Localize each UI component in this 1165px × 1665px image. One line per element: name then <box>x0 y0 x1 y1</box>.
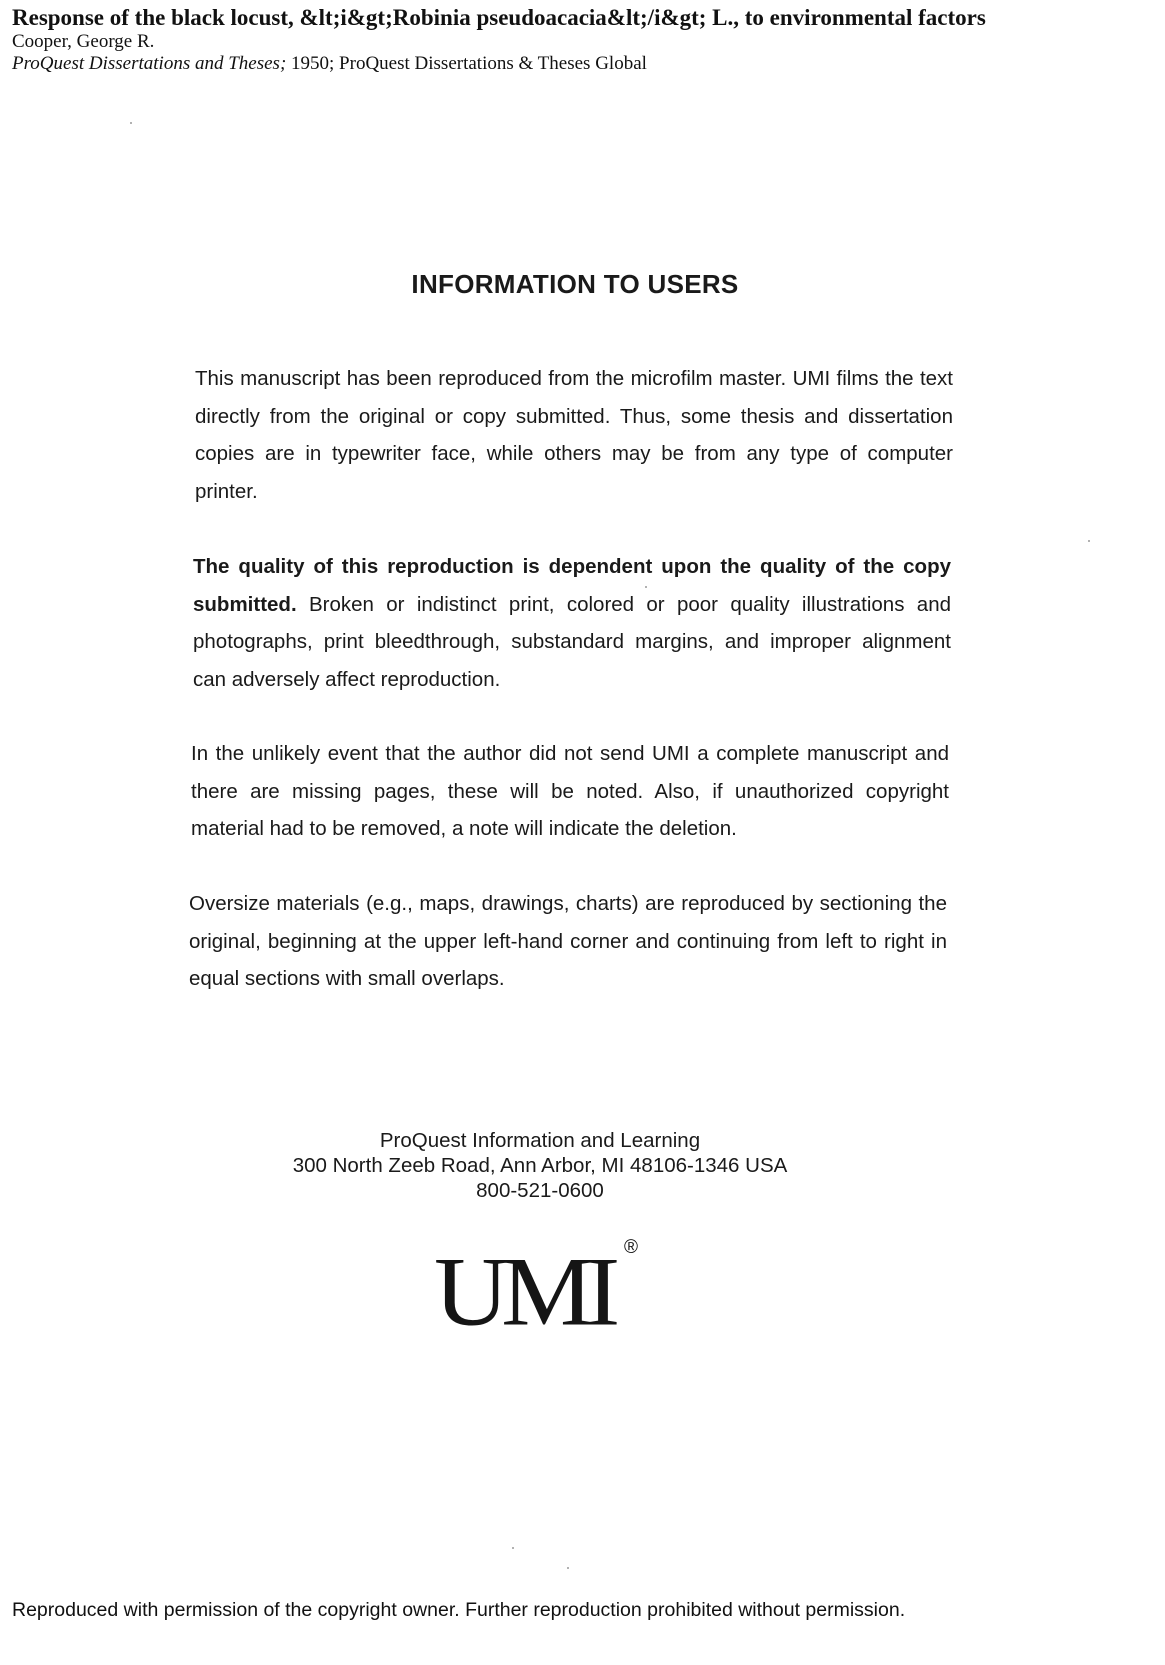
document-title: Response of the black locust, &lt;i&gt;Robinia pseudoacacia&lt;/i&gt; L., to environmental factors <box>12 5 986 30</box>
source-details: 1950; ProQuest Dissertations & Theses Global <box>286 53 647 74</box>
umi-logo-text: UMI <box>434 1237 613 1347</box>
publisher-street: 300 North Zeeb Road, Ann Arbor, MI 48106-1346 USA <box>292 1154 788 1177</box>
scan-speck <box>130 122 132 124</box>
notice-paragraph-microfilm: This manuscript has been reproduced from the microfilm master. UMI films the text directly from the original or copy submitted. Thus, some thesis and dissertation copies are in typewriter face, while others may be from any type of computer printer. <box>195 367 953 503</box>
notice-paragraph-missing-pages: In the unlikely event that the author did not send UMI a complete manuscript and there are missing pages, these will be noted. Also, if unauthorized copyright material had to be removed, a note will indicate the deletion. <box>191 742 949 840</box>
notice-paragraph-oversize: Oversize materials (e.g., maps, drawings, charts) are reproduced by sectioning the original, beginning at the upper left-hand corner and continuing from left to right in equal sections with small overlaps. <box>189 892 947 990</box>
scan-speck <box>512 1547 514 1549</box>
source-journal: ProQuest Dissertations and Theses; <box>12 53 287 74</box>
scan-speck <box>567 1567 569 1569</box>
notice-heading: INFORMATION TO USERS <box>411 269 739 299</box>
scan-speck <box>1088 540 1090 542</box>
document-header <box>12 4 1152 75</box>
registered-trademark-icon: ® <box>624 1237 638 1258</box>
quality-statement-bold: The quality of this reproduction is dependent upon the quality of the copy submitted. <box>193 555 951 616</box>
quality-statement-rest: Broken or indistinct print, colored or poor quality illustrations and photographs, print bleedthrough, substandard margins, and improper alignment can adversely affect reproduction. <box>193 592 951 691</box>
document-author: Cooper, George R. <box>12 31 155 52</box>
document-source <box>12 52 1152 75</box>
publisher-name: ProQuest Information and Learning <box>379 1129 701 1152</box>
copyright-footer: Reproduced with permission of the copyright owner. Further reproduction prohibited without permission. <box>12 1599 906 1621</box>
information-to-users-notice <box>189 255 953 990</box>
umi-logo <box>434 1237 654 1353</box>
notice-paragraph-quality <box>193 548 951 698</box>
publisher-address <box>240 1128 840 1203</box>
publisher-phone: 800-521-0600 <box>476 1179 604 1202</box>
scan-speck <box>645 586 647 588</box>
